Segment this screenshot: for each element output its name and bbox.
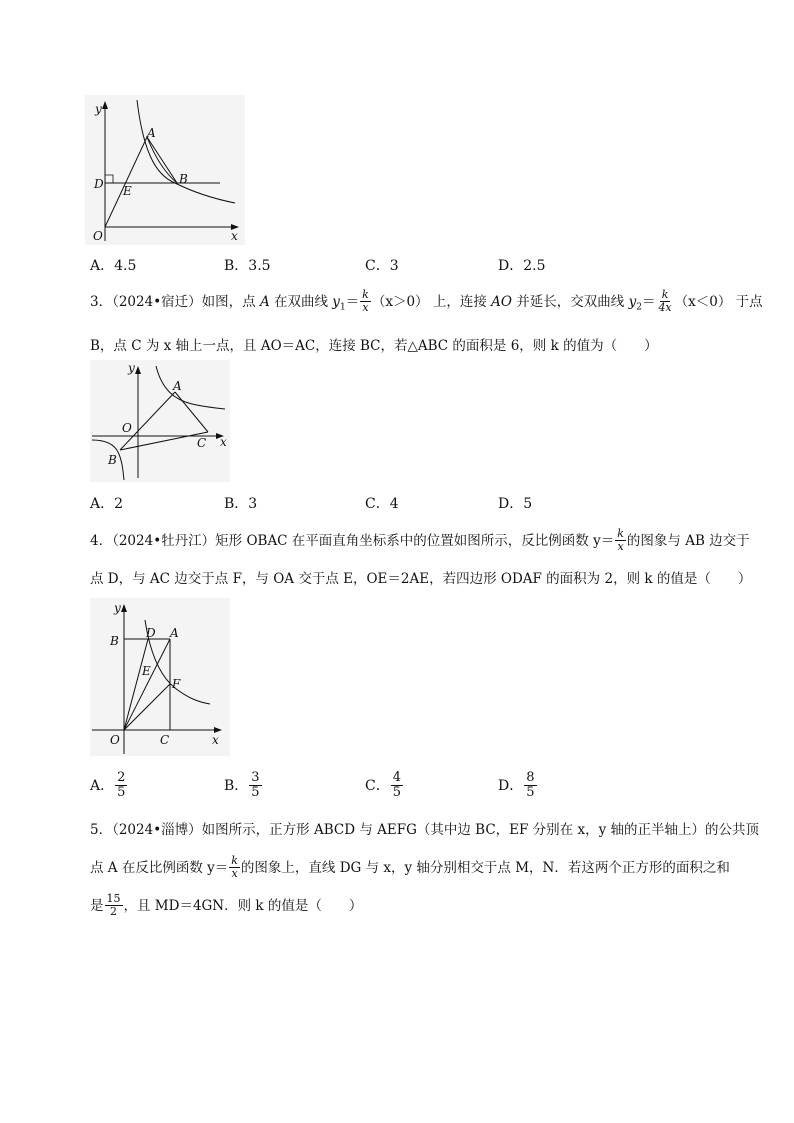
q2-option-a[interactable]: A．4.5 (90, 258, 137, 274)
q2-option-d[interactable]: D．2.5 (498, 258, 546, 274)
q2-label-x: x (231, 229, 238, 243)
q4-option-c[interactable]: C． $\frac{4}{5}$ (365, 770, 401, 800)
q4-label-o: O (110, 733, 120, 747)
q3-line-2: B，点 C 为 x 轴上一点，且 AO＝AC，连接 BC，若△ABC 的面积是 6，则 k 的值为（ ） (90, 337, 658, 354)
q3-label-b: B (108, 453, 117, 467)
q4-label-f: F (172, 677, 181, 691)
q3-label-a: A (173, 379, 182, 393)
q3-line-1: 3．（2024•宿迁）如图，点 A 在双曲线 $y_1=$ $\frac{k}{x}$ （x＞0） 上，连接 AO 并延长，交双曲线 $y_2=$ $\frac{k}{4x}$ （x＜0） 于点 (90, 288, 763, 314)
q5-fraction: $\frac{k}{x}$ (231, 854, 238, 880)
q4-label-b: B (110, 634, 119, 648)
q3-fraction-2: $\frac{k}{4x}$ (658, 288, 672, 314)
q3-fraction-1: $\frac{k}{x}$ (362, 288, 369, 314)
q4-option-a[interactable]: A． $\frac{2}{5}$ (90, 770, 126, 800)
q5-stem (90, 811, 759, 925)
q3-label-y: y (128, 361, 135, 375)
q4-option-d[interactable]: D． $\frac{8}{5}$ (498, 770, 535, 800)
q4-stem (90, 522, 752, 598)
q4-label-x: x (212, 733, 219, 747)
q2-label-o: O (93, 229, 103, 243)
q2-option-c[interactable]: C．3 (365, 258, 399, 274)
q2-label-y: y (95, 102, 102, 116)
q4-line-2: 点 D，与 AC 边交于点 F，与 OA 交于点 E，OE＝2AE，若四边形 ODAF 的面积为 2，则 k 的值是（ ） (90, 571, 752, 587)
q4-label-e: E (142, 664, 151, 678)
q4-figure (90, 598, 230, 756)
q4-option-b[interactable]: B． $\frac{3}{5}$ (224, 770, 260, 800)
q3-figure (90, 360, 230, 482)
q4-fraction: $\frac{k}{x}$ (617, 527, 624, 553)
q2-label-a: A (147, 126, 156, 140)
q2-label-e: E (123, 184, 132, 198)
q3-label-o: O (122, 421, 132, 435)
q4-line-1: 4．（2024•牡丹江）矩形 OBAC 在平面直角坐标系中的位置如图所示，反比例函数 y＝ $\frac{k}{x}$ 的图象与 AB 边交于 (90, 527, 750, 553)
q5-line-1: 5．（2024•淄博）如图所示，正方形 ABCD 与 AEFG（其中边 BC，EF 分别在 x，y 轴的正半轴上）的公共顶 (90, 822, 759, 838)
q5-line-3: 是 $\frac{15}{2}$ ，且 MD＝4GN．则 k 的值是（ ） (90, 892, 363, 918)
q3-label-x: x (220, 435, 227, 449)
q4-label-d: D (146, 626, 156, 640)
q5-fraction-area: $\frac{15}{2}$ (106, 892, 121, 918)
q3-label-c: C (197, 436, 207, 450)
q4-label-a: A (170, 626, 179, 640)
q3-option-a[interactable]: A．2 (90, 496, 124, 512)
q2-label-d: D (94, 177, 104, 191)
q2-option-b[interactable]: B．3.5 (224, 258, 271, 274)
q5-line-2: 点 A 在反比例函数 y＝ $\frac{k}{x}$ 的图象上，直线 DG 与 x，y 轴分别相交于点 M，N．若这两个正方形的面积之和 (90, 854, 730, 880)
q2-figure (85, 95, 245, 245)
q4-label-y: y (114, 601, 121, 615)
q2-label-b: B (179, 172, 188, 186)
q4-label-c: C (160, 733, 170, 747)
q3-option-d[interactable]: D．5 (498, 496, 533, 512)
q3-option-b[interactable]: B．3 (224, 496, 258, 512)
q3-option-c[interactable]: C．4 (365, 496, 399, 512)
q3-stem (90, 283, 763, 365)
